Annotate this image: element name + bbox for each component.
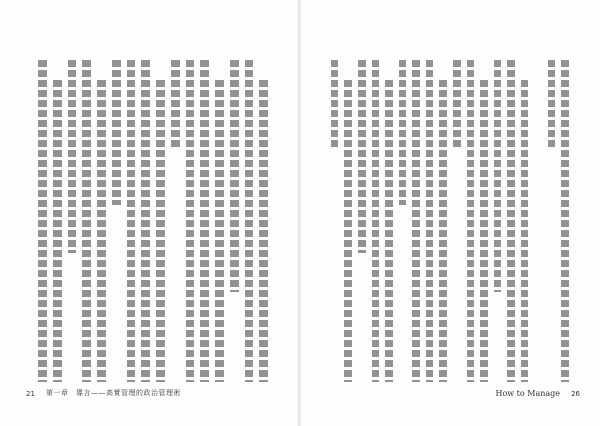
text-column	[372, 60, 380, 382]
text-column	[200, 60, 209, 382]
text-column	[439, 80, 447, 382]
text-column	[53, 80, 62, 382]
text-column	[215, 80, 224, 382]
text-column	[344, 80, 352, 382]
text-column	[548, 60, 556, 150]
text-column	[230, 60, 239, 292]
text-column	[480, 80, 488, 382]
text-column	[245, 60, 254, 382]
text-column	[38, 60, 47, 382]
text-column	[186, 60, 195, 382]
text-column	[453, 60, 461, 150]
text-column	[259, 80, 268, 382]
text-column	[141, 60, 150, 382]
right-page-body-text	[331, 60, 569, 382]
text-column	[82, 60, 91, 382]
text-column	[426, 60, 434, 382]
text-column	[156, 80, 165, 382]
text-column	[521, 80, 529, 382]
text-column	[467, 60, 475, 382]
text-column	[385, 80, 393, 382]
text-column	[127, 60, 136, 382]
left-page	[0, 0, 299, 426]
text-column	[171, 60, 180, 150]
text-column	[561, 60, 569, 382]
text-column	[358, 60, 366, 253]
text-column	[331, 60, 339, 150]
page-number: 21	[26, 390, 35, 398]
running-head: 第一章 導言——高實管理的政治管理術	[46, 389, 181, 397]
text-column	[68, 60, 77, 253]
text-column	[494, 60, 502, 292]
text-column	[399, 60, 407, 205]
text-column	[112, 60, 121, 205]
right-page	[301, 0, 600, 426]
text-column	[97, 80, 106, 382]
text-column	[507, 60, 515, 382]
page-number: 26	[571, 390, 580, 398]
left-page-body-text	[38, 60, 268, 382]
text-column	[412, 60, 420, 382]
running-head: How to Manage	[495, 389, 560, 398]
